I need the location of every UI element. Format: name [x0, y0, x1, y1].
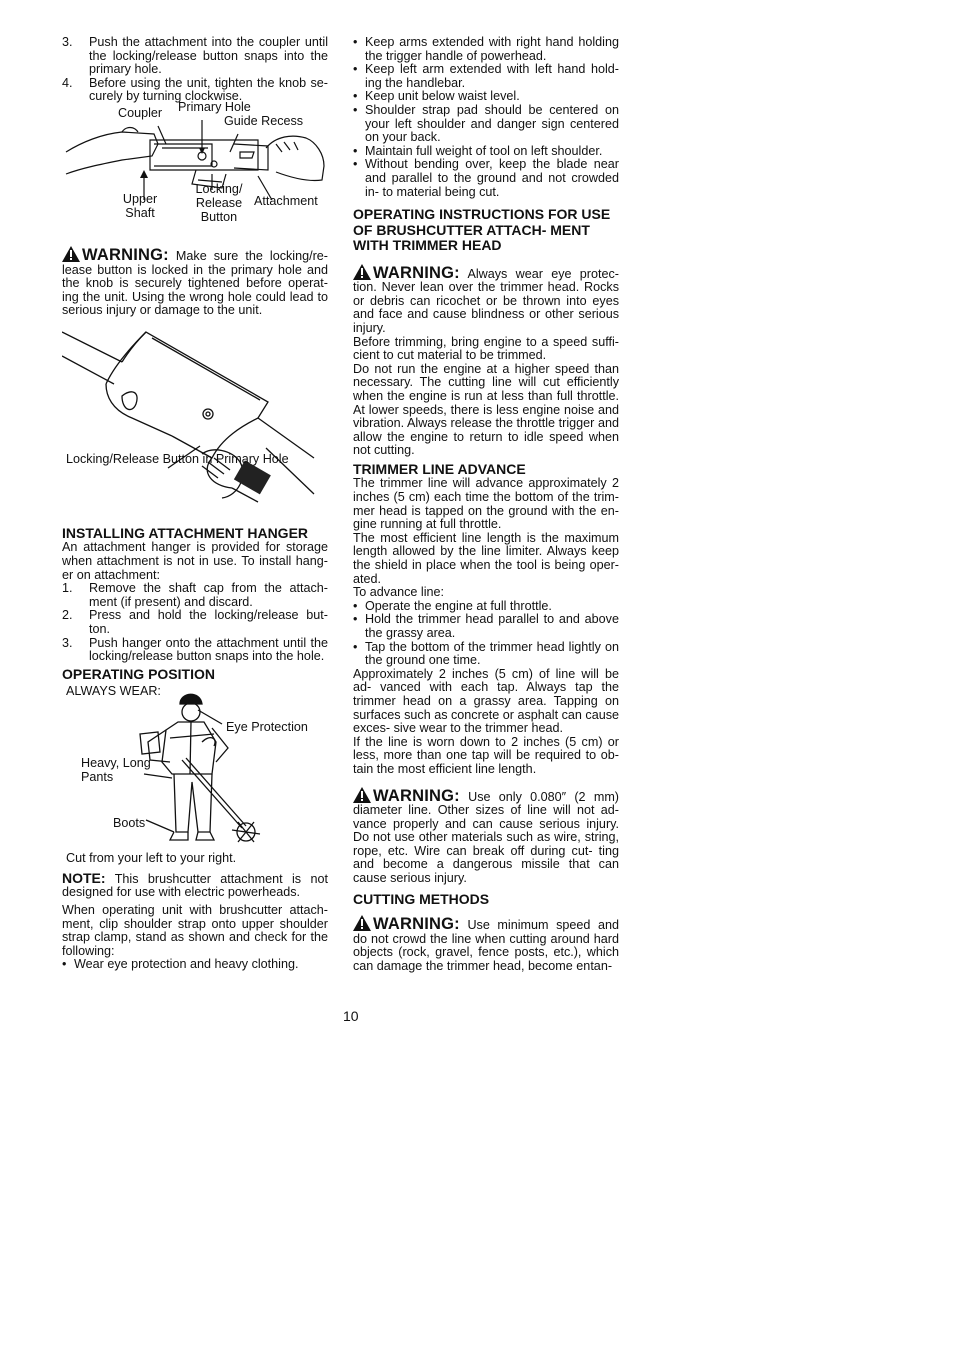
list-item: • Operate the engine at full throttle. [353, 600, 619, 614]
step-4: 4. Before using the unit, tighten the knob se- curely by turning clockwise. [62, 75, 328, 104]
cutting-methods-heading: CUTTING METHODS [353, 890, 490, 907]
op-instructions-heading: OPERATING INSTRUCTIONS FOR USE OF BRUSHCUTTER ATTACH- MENT WITH TRIMMER HEAD [353, 206, 611, 254]
locking-primary-hole-label: Locking/Release Button in Primary Hole [66, 451, 289, 466]
advance-steps [353, 600, 619, 668]
position-checklist [353, 36, 619, 199]
hanger-step: 2. Press and hold the locking/release but- ton. [62, 608, 328, 636]
always-wear-label: ALWAYS WEAR: [66, 684, 161, 699]
attachment-label: Attachment [254, 193, 318, 208]
hanger-heading: INSTALLING ATTACHMENT HANGER [62, 524, 309, 541]
warning-eye-protection: WARNING: Always wear eye protec- tion. Never lean over the trimmer head. Rocks or debris can ricochet or be thrown into eyes and face and cause blindness or other serious injury. [353, 263, 619, 335]
trimmer-para-1: The trimmer line will advance approximately 2 inches (5 cm) each time the bottom of the trim- mer head is tapped on the ground with the en- gine running at full throttle. [353, 476, 619, 532]
warning-locking: WARNING: Make sure the locking/re- lease button is locked in the primary hole and the knob is securely tightened before operat- ing the unit. Using the wrong hole could lead to serious injury or damage to the unit. [62, 245, 328, 318]
shaft-closeup-illustration [62, 326, 328, 514]
list-item: • Shoulder strap pad should be centered on your left shoulder and danger sign centered on your back. [353, 104, 619, 145]
attachment-steps [62, 36, 328, 104]
hanger-intro: An attachment hanger is provided for storage when attachment is not in use. To install hang- er on attachment: [62, 540, 328, 582]
guide-recess-label: Guide Recess [224, 113, 304, 128]
pants-label: Heavy, Long Pants [81, 756, 151, 785]
list-item: • Hold the trimmer head parallel to and above the grassy area. [353, 613, 619, 640]
list-item: • Keep arms extended with right hand holding the trigger handle of powerhead. [353, 36, 619, 63]
coupler-label: Coupler [118, 105, 163, 120]
engine-speed-para: Before trimming, bring engine to a speed suffi- cient to cut material to be trimmed. [353, 334, 619, 363]
step-3: 3. Push the attachment into the coupler until the locking/release button snaps into the primary hole. [62, 35, 328, 77]
list-item: • Maintain full weight of tool on left shoulder. [353, 145, 619, 159]
locking-button-figure [62, 326, 328, 514]
throttle-para: Do not run the engine at a higher speed than necessary. The cutting line will cut efficiently when the engine is run at less than full throttle. At lower speeds, there is less engine noise and vibration. Always release the throttle trigger and allow the engine to return to idle speed when not cutting. [353, 361, 619, 458]
warning-minimum-speed: WARNING: Use minimum speed and do not crowd the line when cutting around hard objects (rock, gravel, fence posts, etc.), which can damage the trimmer head, become entan- [353, 915, 620, 973]
upper-shaft-label: Upper Shaft [122, 191, 158, 220]
eye-protection-label: Eye Protection [226, 720, 308, 735]
note: NOTE: This brushcutter attachment is not designed for use with electric powerheads. [62, 869, 328, 900]
list-item: • Keep unit below waist level. [353, 90, 619, 104]
trimmer-para-3: Approximately 2 inches (5 cm) of line will be ad- vanced with each tap. Always tap the trimmer head on a grassy area. Tapping on surfaces such as concrete or asphalt can cause exces- sive wear to the trimmer head. [353, 666, 620, 736]
locking-release-label: Locking/ Release Button [195, 181, 243, 224]
coupler-figure [62, 99, 328, 240]
hanger-steps [62, 582, 328, 664]
list-item: • Wear eye protection and heavy clothing. [62, 958, 328, 972]
cut-direction: Cut from your left to your right. [66, 851, 237, 866]
wear-list [62, 958, 328, 972]
list-item: • Without bending over, keep the blade near and parallel to the ground and not crowded in- to material being cut. [353, 158, 619, 199]
warning-triangle-icon [353, 264, 371, 280]
warning-triangle-icon [353, 915, 371, 931]
operating-position-heading: OPERATING POSITION [62, 665, 215, 682]
primary-hole-label: Primary Hole [178, 99, 251, 114]
warning-line-size: WARNING: Use only 0.080″ (2 mm) diameter line. Other sizes of line will not ad- vance properly and can cause serious injury. Do not use other materials such as wire, string, rope, etc. Wire can break off during cut- ting and become a dangerous missile that can cause serious injury. [353, 786, 620, 886]
trimmer-line-heading: TRIMMER LINE ADVANCE [353, 460, 526, 477]
right-column [353, 36, 619, 974]
list-item: • Tap the bottom of the trimmer head lightly on the ground one time. [353, 641, 619, 668]
operating-position-figure [62, 682, 328, 852]
page-number: 10 [343, 1008, 359, 1024]
operating-instructions: When operating unit with brushcutter attach- ment, clip shoulder strap onto upper shoulder strap clamp, stand as shown and check for the following: [62, 903, 328, 958]
trimmer-para-4: If the line is worn down to 2 inches (5 cm) or less, more than one tap will be required to ob- tain the most efficient line length. [353, 734, 619, 776]
left-column [62, 36, 328, 972]
list-item: • Keep left arm extended with left hand hold- ing the handlebar. [353, 63, 619, 90]
to-advance-line: To advance line: [353, 585, 445, 600]
trimmer-para-2: The most efficient line length is the maximum length allowed by the line limiter. Always keep the shield in place when the tool is being oper- ated. [353, 530, 619, 586]
hanger-step: 1. Remove the shaft cap from the attach- ment (if present) and discard. [62, 581, 328, 609]
boots-label: Boots [113, 816, 146, 831]
warning-triangle-icon [62, 246, 80, 262]
warning-triangle-icon [353, 787, 371, 803]
hanger-step: 3. Push hanger onto the attachment until the locking/release button snaps into the hole. [62, 635, 328, 664]
